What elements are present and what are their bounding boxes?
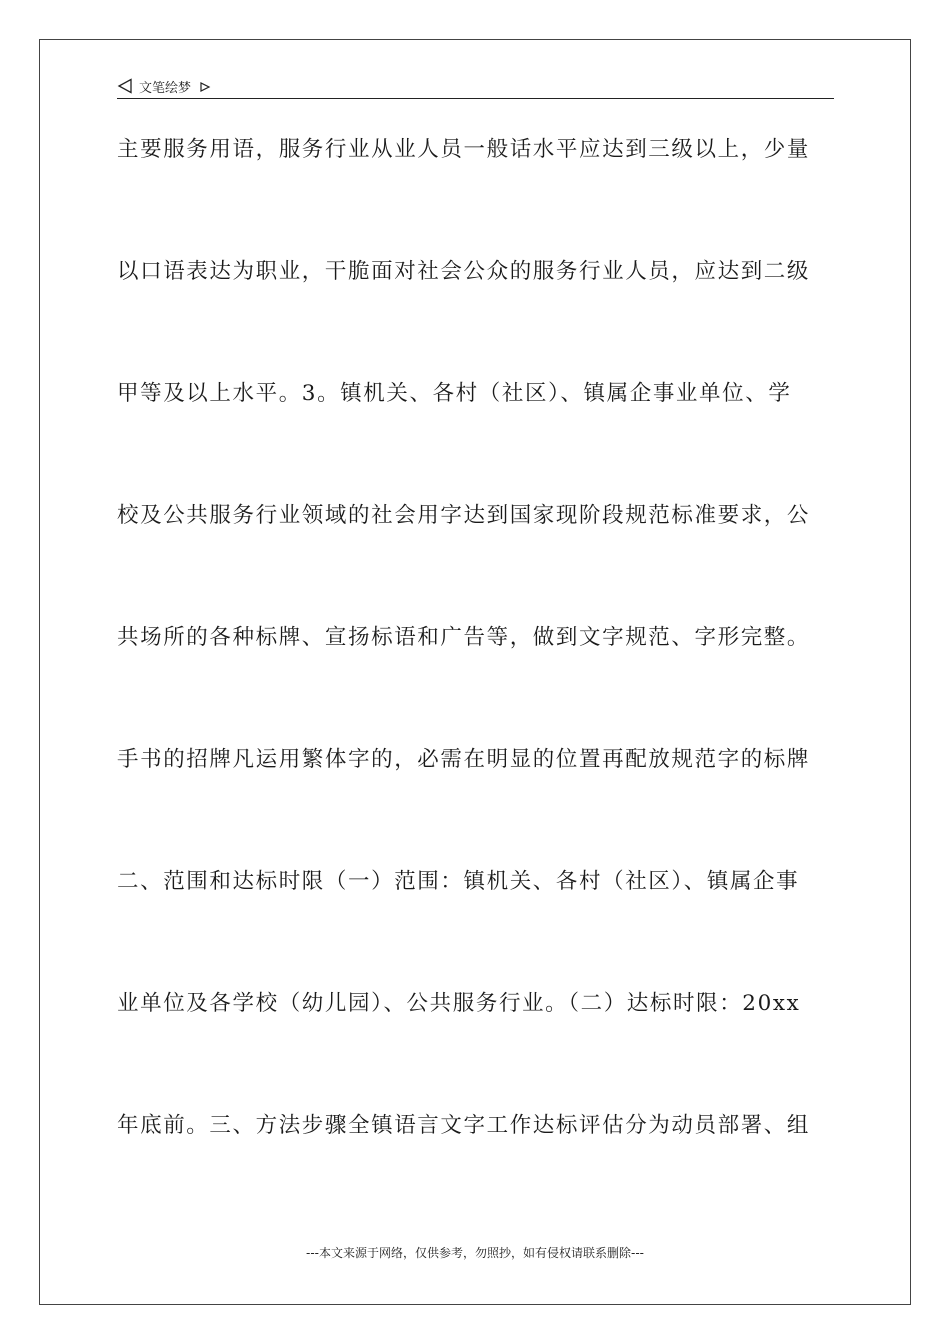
text-line: 甲等及以上水平。3。镇机关、各村（社区）、镇属企事业单位、学: [117, 381, 792, 406]
text-line: 年底前。三、方法步骤全镇语言文字工作达标评估分为动员部署、组: [117, 1113, 811, 1138]
text-line: 业单位及各学校（幼儿园）、公共服务行业。（二）达标时限：20xx: [117, 991, 801, 1016]
text-line: 以口语表达为职业，干脆面对社会公众的服务行业人员，应达到二级: [117, 259, 811, 284]
text-line: 二、范围和达标时限（一）范围：镇机关、各村（社区）、镇属企事: [117, 869, 800, 894]
triangle-left-outline-icon: [117, 78, 133, 94]
text-line: 校及公共服务行业领域的社会用字达到国家现阶段规范标准要求，公: [117, 503, 811, 528]
triangle-right-small-icon: [199, 78, 211, 90]
page-header: [117, 74, 834, 99]
text-line: 共场所的各种标牌、宣扬标语和广告等，做到文字规范、字形完整。: [117, 625, 811, 650]
footer-disclaimer: ---本文来源于网络，仅供参考，勿照抄，如有侵权请联系删除---: [306, 1246, 644, 1260]
document-body: [117, 126, 837, 1224]
header-brand: 文笔绘梦: [139, 80, 192, 96]
text-line: 主要服务用语，服务行业从业人员一般话水平应达到三级以上，少量: [117, 137, 811, 162]
text-line: 手书的招牌凡运用繁体字的，必需在明显的位置再配放规范字的标牌: [117, 747, 811, 772]
